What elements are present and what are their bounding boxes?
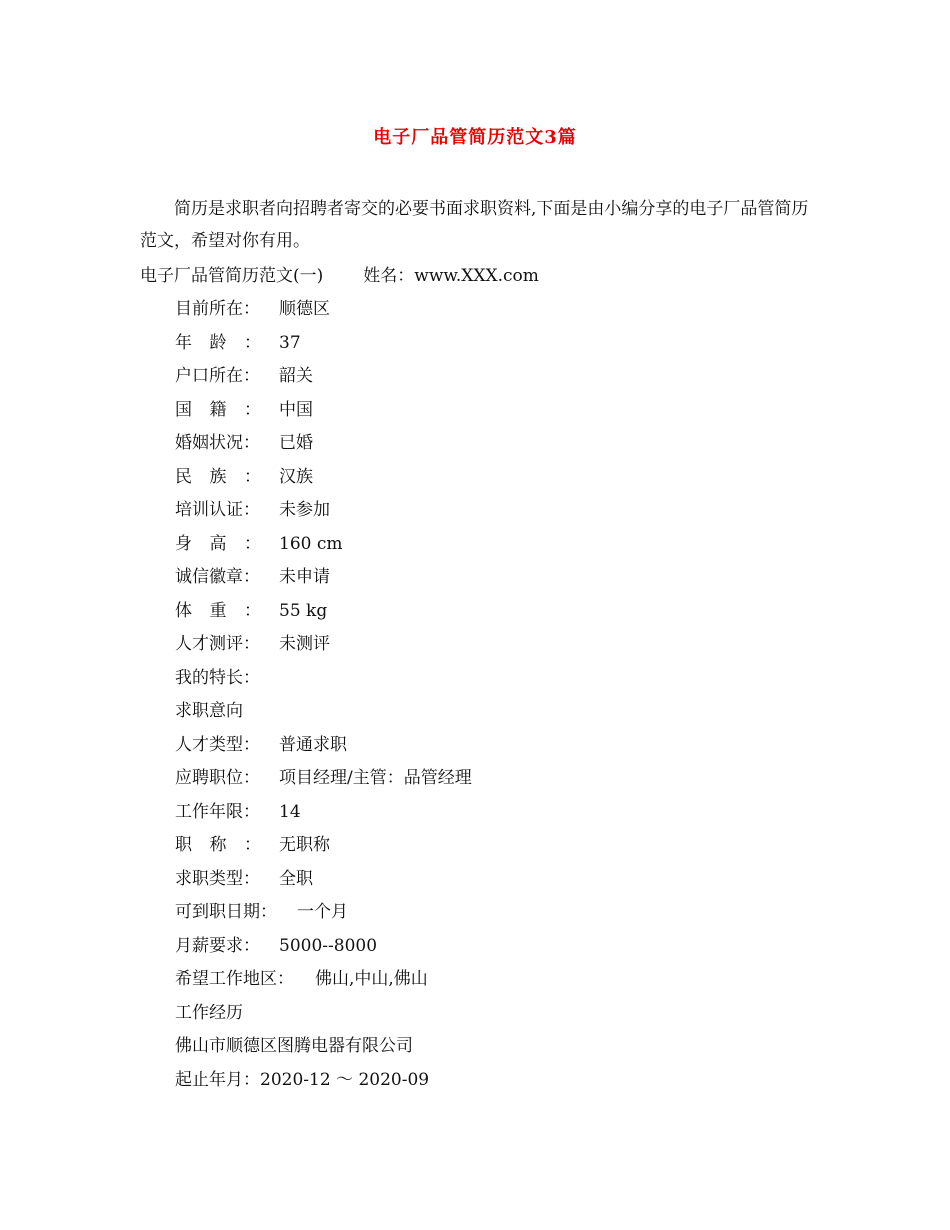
field-household-registration xyxy=(175,365,313,387)
field-value: 160 cm xyxy=(279,534,343,554)
field-value: 55 kg xyxy=(279,601,328,621)
field-label: 身高： xyxy=(175,534,261,554)
field-value: 14 xyxy=(279,802,301,822)
field-label: 体重： xyxy=(175,601,261,621)
field-available-date xyxy=(175,901,348,923)
field-specialties xyxy=(175,667,260,689)
name-value: www.XXX.com xyxy=(414,266,539,286)
field-value: 未测评 xyxy=(279,634,330,654)
field-salary-requirement xyxy=(175,935,377,957)
field-weight xyxy=(175,600,327,622)
subheading-work-experience xyxy=(175,1002,243,1024)
field-label: 国籍： xyxy=(175,400,261,420)
field-years-of-work xyxy=(175,801,301,823)
field-value: 韶关 xyxy=(279,366,313,386)
field-professional-title xyxy=(175,834,330,856)
field-label: 求职类型： xyxy=(175,869,260,889)
field-label: 人才测评： xyxy=(175,634,260,654)
field-height xyxy=(175,533,343,555)
field-nationality xyxy=(175,399,313,421)
employer-name xyxy=(175,1035,413,1057)
name-label: 姓名： xyxy=(363,266,415,286)
field-label: 佛山市顺德区图腾电器有限公司 xyxy=(175,1036,413,1056)
field-label: 民族： xyxy=(175,467,261,487)
field-applied-position xyxy=(175,767,472,789)
field-label: 月薪要求： xyxy=(175,936,260,956)
field-label: 人才类型： xyxy=(175,735,260,755)
field-label: 求职意向 xyxy=(175,701,243,721)
field-ethnicity xyxy=(175,466,313,488)
field-label: 目前所在： xyxy=(175,299,260,319)
field-current-location xyxy=(175,298,330,320)
field-marital-status xyxy=(175,432,313,454)
field-value: 无职称 xyxy=(279,835,330,855)
field-value: 项目经理/主管：品管经理 xyxy=(279,768,472,788)
document-title: 电子厂品管简历范文3篇 xyxy=(373,127,577,148)
field-value: 汉族 xyxy=(279,467,313,487)
field-value: 5000--8000 xyxy=(279,936,378,956)
section-heading: 电子厂品管简历范文(一) xyxy=(140,266,324,286)
field-label: 培训认证： xyxy=(175,500,260,520)
field-label: 工作年限： xyxy=(175,802,260,822)
field-label: 户口所在： xyxy=(175,366,260,386)
field-job-type xyxy=(175,868,313,890)
field-value: 佛山,中山,佛山 xyxy=(315,969,428,989)
field-value: 普通求职 xyxy=(279,735,347,755)
field-talent-assessment xyxy=(175,633,330,655)
subheading-job-intention xyxy=(175,700,243,722)
field-training-certification xyxy=(175,499,330,521)
field-employment-period xyxy=(175,1069,429,1091)
field-label: 希望工作地区： xyxy=(175,969,294,989)
field-value: 一个月 xyxy=(297,902,348,922)
field-preferred-work-area xyxy=(175,968,428,990)
field-label: 婚姻状况： xyxy=(175,433,260,453)
field-value: 已婚 xyxy=(279,433,313,453)
field-value: 37 xyxy=(279,333,301,353)
field-label: 年龄： xyxy=(175,333,261,353)
field-label: 我的特长： xyxy=(175,668,260,688)
field-label: 应聘职位： xyxy=(175,768,260,788)
intro-paragraph: 简历是求职者向招聘者寄交的必要书面求职资料,下面是由小编分享的电子厂品管简历范文，希望对你有用。 xyxy=(140,199,809,251)
field-integrity-badge xyxy=(175,566,330,588)
field-value: 未参加 xyxy=(279,500,330,520)
field-value: 全职 xyxy=(279,869,313,889)
field-value: 顺德区 xyxy=(279,299,330,319)
field-value: 中国 xyxy=(279,400,313,420)
field-label: 可到职日期： xyxy=(175,902,277,922)
field-talent-type xyxy=(175,734,347,756)
field-value: 2020-12 ～ 2020-09 xyxy=(260,1070,430,1090)
section-heading-line xyxy=(140,265,539,287)
field-label: 诚信徽章： xyxy=(175,567,260,587)
field-label: 起止年月： xyxy=(175,1070,260,1090)
field-age xyxy=(175,332,301,354)
field-label: 工作经历 xyxy=(175,1003,243,1023)
field-label: 职称： xyxy=(175,835,261,855)
field-value: 未申请 xyxy=(279,567,330,587)
